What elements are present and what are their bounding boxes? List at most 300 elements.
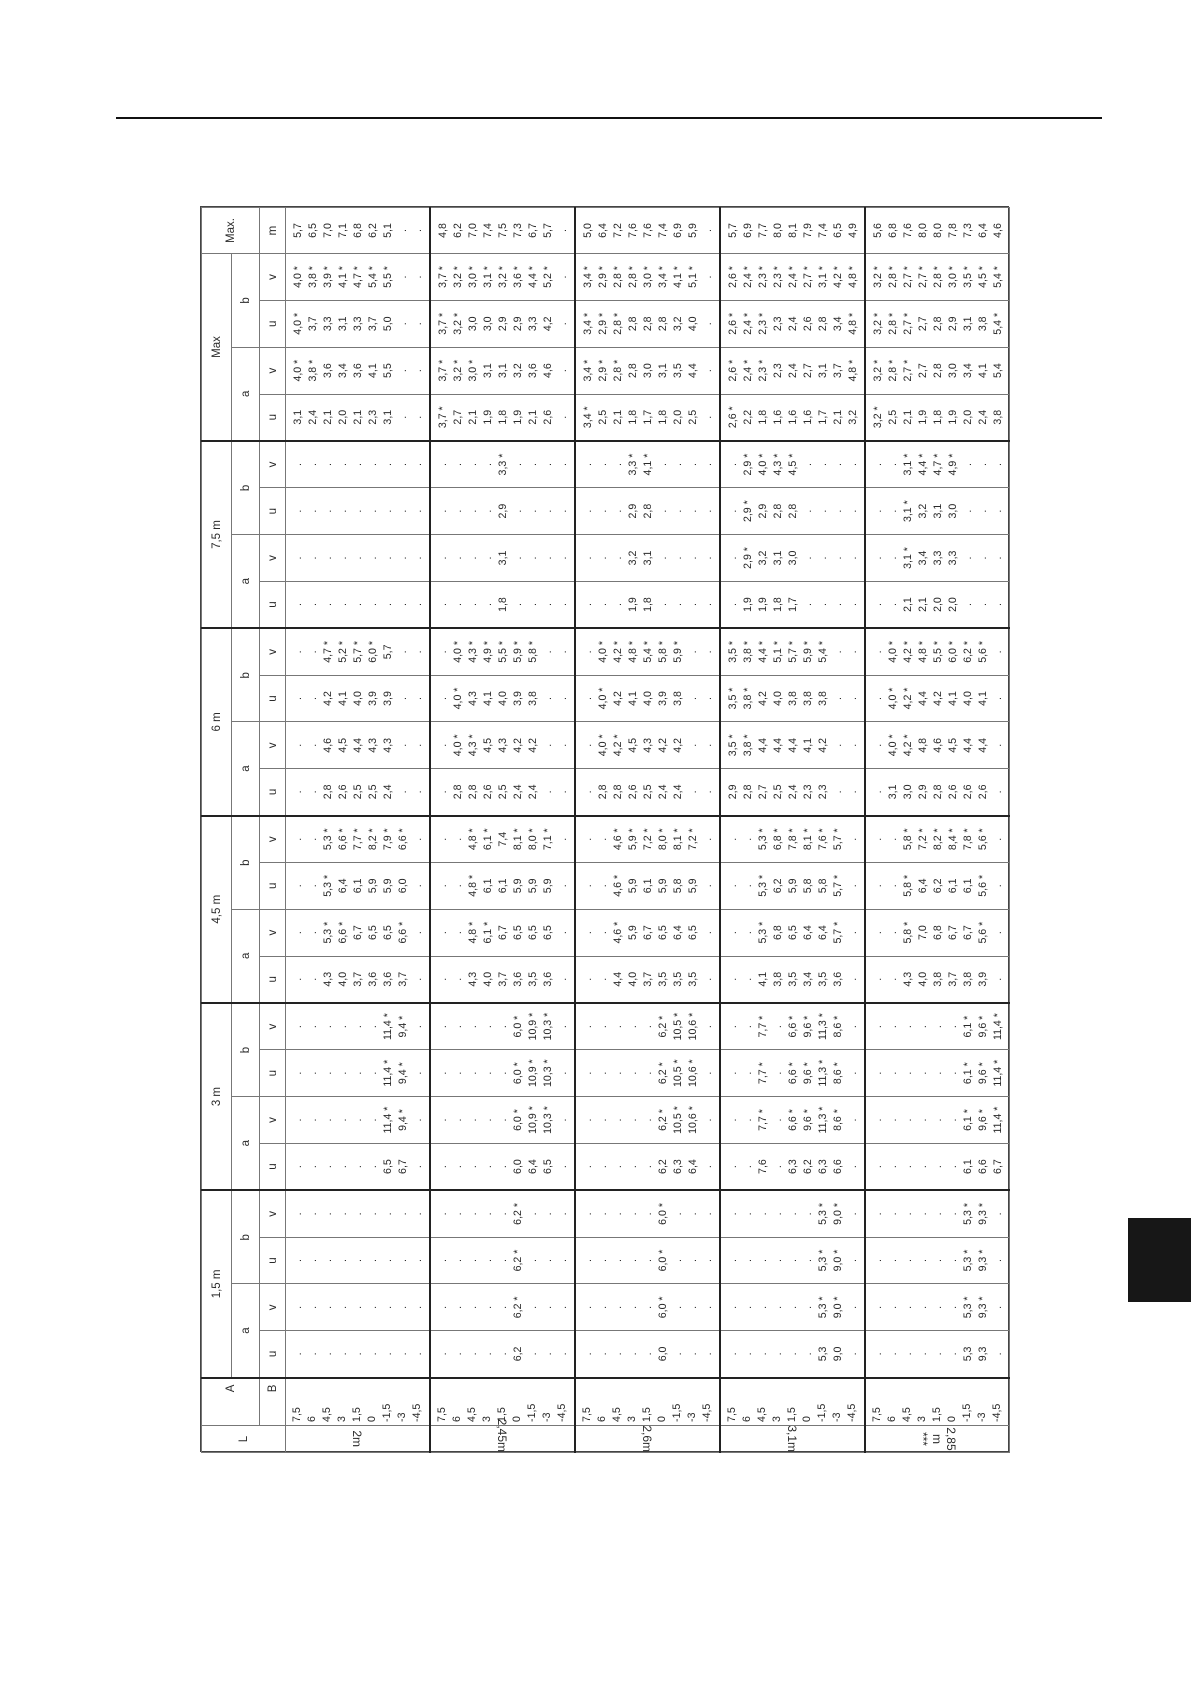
height-value: 4,5: [320, 1407, 333, 1422]
capacity-value: .: [321, 1118, 334, 1122]
capacity-column: [865, 300, 1010, 347]
capacity-value: 3,5: [686, 971, 699, 987]
uv-header: v: [260, 441, 286, 488]
capacity-value: 4,2: [511, 737, 524, 753]
capacity-value: 2,3: [816, 784, 829, 800]
capacity-value: 4,1: [976, 363, 989, 378]
capacity-value: 2,8 *: [611, 266, 624, 288]
capacity-column: [575, 1143, 720, 1190]
capacity-value: .: [336, 1259, 349, 1262]
capacity-value: .: [526, 556, 539, 560]
capacity-value: 3,4: [916, 550, 929, 566]
capacity-value: 2,9: [496, 503, 509, 519]
capacity-value: .: [541, 509, 554, 513]
capacity-value: 4,5: [626, 737, 639, 753]
capacity-value: 1,8: [496, 597, 509, 612]
boom-group-row: [865, 208, 1010, 1453]
capacity-value: .: [686, 603, 699, 607]
capacity-value: 3,5: [656, 971, 669, 987]
capacity-value: 5,6 *: [976, 874, 989, 897]
capacity-value: .: [626, 1025, 639, 1029]
capacity-value: 6,0 *: [511, 1062, 524, 1085]
capacity-value: .: [291, 884, 304, 888]
capacity-value: 5,7 *: [351, 641, 364, 663]
capacity-value: 5,0: [581, 223, 594, 238]
capacity-column: [575, 441, 720, 488]
capacity-value: .: [496, 1071, 509, 1075]
capacity-value: .: [596, 1165, 609, 1169]
capacity-value: .: [871, 837, 884, 841]
capacity-value: .: [871, 509, 884, 513]
capacity-value: .: [541, 743, 554, 747]
capacity-value: .: [411, 977, 424, 981]
capacity-value: .: [701, 369, 714, 373]
capacity-value: 2,7 *: [901, 266, 914, 288]
capacity-value: 3,7: [396, 971, 409, 987]
capacity-column: [430, 769, 575, 816]
capacity-value: 4,6: [541, 363, 554, 378]
capacity-value: .: [901, 1352, 914, 1356]
capacity-column: [430, 1331, 575, 1378]
capacity-value: 1,9: [916, 409, 929, 425]
capacity-value: 3,2 *: [871, 312, 884, 335]
capacity-value: 1,9: [626, 597, 639, 612]
capacity-value: 3,0: [466, 316, 479, 332]
capacity-value: .: [291, 697, 304, 700]
capacity-value: .: [931, 1259, 944, 1262]
capacity-column: [286, 1097, 430, 1144]
capacity-value: 11,4 *: [381, 1106, 394, 1134]
capacity-value: 6,2: [801, 1159, 814, 1174]
capacity-value: 7,9 *: [381, 828, 394, 851]
capacity-value: .: [411, 229, 424, 232]
capacity-column: [720, 535, 865, 582]
boom-length-label: [575, 1425, 720, 1452]
capacity-value: 3,1: [381, 409, 394, 425]
capacity-value: 5,5 *: [381, 266, 394, 288]
capacity-value: 1,7: [641, 409, 654, 425]
height-value: -3: [975, 1412, 988, 1422]
capacity-value: 6,0 *: [946, 641, 959, 663]
capacity-value: .: [541, 463, 554, 467]
capacity-value: .: [291, 743, 304, 747]
capacity-value: 3,4 *: [656, 266, 669, 288]
capacity-value: .: [596, 1305, 609, 1309]
capacity-value: .: [321, 1071, 334, 1075]
capacity-value: 3,2 *: [451, 359, 464, 382]
capacity-value: .: [581, 884, 594, 888]
capacity-value: .: [436, 1259, 449, 1262]
capacity-value: 5,4 *: [991, 312, 1004, 335]
capacity-column: [286, 1003, 430, 1050]
capacity-value: 3,6: [381, 971, 394, 987]
capacity-value: 5,9: [526, 878, 539, 894]
capacity-value: .: [886, 509, 899, 513]
capacity-value: .: [411, 1025, 424, 1029]
capacity-value: 4,1: [756, 971, 769, 987]
capacity-value: 4,3: [466, 971, 479, 987]
capacity-value: 2,7: [756, 784, 769, 800]
capacity-value: .: [961, 603, 974, 607]
boom-length-text: 2,85 m ***: [916, 1427, 959, 1451]
capacity-value: .: [466, 1259, 479, 1262]
capacity-value: .: [411, 369, 424, 373]
capacity-value: 5,3 *: [321, 921, 334, 944]
capacity-value: .: [801, 556, 814, 560]
capacity-value: 3,4 *: [581, 359, 594, 382]
capacity-value: 3,8 *: [306, 359, 319, 382]
capacity-value: 7,7: [756, 223, 769, 238]
capacity-column: [865, 581, 1010, 628]
capacity-column: [286, 254, 430, 301]
capacity-value: .: [451, 509, 464, 513]
capacity-value: 2,4: [656, 784, 669, 800]
capacity-value: 2,7: [916, 316, 929, 332]
capacity-column: [430, 1097, 575, 1144]
capacity-value: .: [741, 1352, 754, 1356]
capacity-value: .: [611, 1025, 624, 1029]
capacity-value: 3,7 *: [436, 359, 449, 382]
capacity-column: [286, 722, 430, 769]
capacity-value: 8,0 *: [526, 828, 539, 851]
capacity-value: .: [541, 1212, 554, 1216]
capacity-value: 4,5: [946, 737, 959, 753]
capacity-column: [720, 862, 865, 909]
capacity-value: .: [291, 1025, 304, 1029]
capacity-value: .: [396, 743, 409, 747]
capacity-value: 2,8: [641, 503, 654, 519]
capacity-value: .: [291, 1118, 304, 1122]
capacity-column: [575, 208, 720, 254]
capacity-value: .: [306, 931, 319, 935]
capacity-value: 4,2 *: [611, 734, 624, 757]
capacity-column: [720, 208, 865, 254]
capacity-value: .: [436, 1025, 449, 1029]
capacity-value: .: [726, 1305, 739, 1309]
capacity-value: .: [786, 1352, 799, 1356]
capacity-value: 3,5: [671, 971, 684, 987]
capacity-value: 4,1 *: [671, 266, 684, 288]
capacity-value: .: [411, 275, 424, 279]
capacity-value: .: [581, 509, 594, 513]
capacity-value: .: [351, 509, 364, 513]
capacity-value: .: [801, 603, 814, 607]
capacity-value: .: [306, 1025, 319, 1029]
capacity-value: 2,6 *: [726, 312, 739, 335]
capacity-value: 3,6: [366, 971, 379, 987]
capacity-value: .: [481, 556, 494, 560]
capacity-value: .: [726, 977, 739, 981]
capacity-value: 2,3 *: [771, 266, 784, 288]
capacity-value: 6,2: [451, 223, 464, 238]
capacity-value: .: [886, 977, 899, 981]
capacity-value: .: [411, 1305, 424, 1309]
capacity-value: 3,2 *: [496, 266, 509, 288]
capacity-value: 3,0: [901, 784, 914, 800]
capacity-value: 3,2: [626, 550, 639, 566]
capacity-value: 2,5: [351, 784, 364, 800]
capacity-value: 3,0 *: [466, 266, 479, 288]
capacity-column: [286, 535, 430, 582]
capacity-column: [575, 254, 720, 301]
uv-header: u: [260, 862, 286, 909]
capacity-value: 2,6 *: [726, 359, 739, 382]
capacity-value: .: [771, 1259, 784, 1262]
capacity-value: 6,4: [816, 925, 829, 941]
capacity-column: [865, 1003, 1010, 1050]
capacity-value: .: [656, 556, 669, 560]
uv-header: v: [260, 254, 286, 301]
capacity-column: [575, 488, 720, 535]
capacity-column: [430, 909, 575, 956]
capacity-column: [720, 581, 865, 628]
capacity-value: .: [801, 1305, 814, 1309]
capacity-value: .: [741, 884, 754, 888]
capacity-value: .: [496, 1025, 509, 1029]
capacity-value: 2,4: [381, 784, 394, 800]
capacity-value: 3,1: [961, 316, 974, 332]
capacity-value: 6,8: [351, 223, 364, 238]
capacity-value: 6,7: [946, 925, 959, 941]
radius-header: 7,5 m: [202, 441, 232, 628]
capacity-value: .: [481, 509, 494, 513]
capacity-value: .: [741, 1071, 754, 1075]
capacity-value: .: [366, 556, 379, 560]
capacity-value: 5,7: [726, 223, 739, 238]
capacity-value: 11,4 *: [991, 1059, 1004, 1087]
capacity-value: .: [726, 603, 739, 607]
capacity-value: .: [671, 1352, 684, 1356]
capacity-value: .: [306, 697, 319, 700]
capacity-value: 10,9 *: [526, 1106, 539, 1134]
capacity-value: 4,8: [916, 737, 929, 753]
ab-header: b: [232, 1003, 260, 1097]
capacity-value: 3,2: [846, 409, 859, 425]
capacity-value: .: [946, 1025, 959, 1029]
capacity-value: .: [801, 1352, 814, 1356]
capacity-value: .: [321, 509, 334, 513]
capacity-value: .: [686, 463, 699, 467]
capacity-value: 6,0 *: [511, 1109, 524, 1131]
capacity-value: 2,4: [671, 784, 684, 800]
uv-header: v: [260, 909, 286, 956]
capacity-value: 6,1: [351, 878, 364, 894]
capacity-value: .: [741, 1259, 754, 1262]
capacity-value: .: [771, 1118, 784, 1122]
capacity-value: .: [726, 931, 739, 935]
capacity-value: 5,4 *: [816, 641, 829, 663]
capacity-value: 5,6 *: [976, 828, 989, 851]
capacity-value: 4,2: [611, 691, 624, 706]
height-value: 7,5: [290, 1407, 303, 1422]
capacity-value: 1,7: [816, 409, 829, 425]
capacity-value: .: [726, 556, 739, 560]
capacity-value: .: [626, 1352, 639, 1356]
capacity-value: .: [641, 1071, 654, 1075]
boom-length-label: [430, 1418, 575, 1452]
capacity-column: [286, 394, 430, 441]
capacity-value: 9,6 *: [801, 1015, 814, 1038]
capacity-column: [430, 488, 575, 535]
capacity-value: .: [701, 556, 714, 560]
capacity-value: 4,0 *: [291, 312, 304, 335]
capacity-value: 2,8 *: [611, 359, 624, 382]
capacity-value: 7,2 *: [641, 828, 654, 851]
capacity-column: [865, 628, 1010, 675]
capacity-column: [286, 488, 430, 535]
capacity-value: .: [701, 1071, 714, 1075]
capacity-value: 6,6 *: [336, 921, 349, 944]
height-value: -4,5: [410, 1403, 423, 1422]
capacity-value: 10,5 *: [671, 1059, 684, 1088]
capacity-value: 4,7 *: [931, 453, 944, 476]
capacity-value: .: [686, 790, 699, 794]
capacity-value: 4,3: [366, 737, 379, 753]
capacity-value: .: [741, 1212, 754, 1216]
capacity-value: .: [771, 1071, 784, 1075]
capacity-value: .: [901, 1305, 914, 1309]
capacity-value: .: [871, 603, 884, 607]
capacity-value: .: [306, 1165, 319, 1169]
capacity-value: .: [701, 1118, 714, 1122]
capacity-value: 2,0: [961, 409, 974, 425]
capacity-value: 4,6: [991, 223, 1004, 238]
capacity-value: .: [701, 837, 714, 841]
capacity-value: .: [526, 509, 539, 513]
capacity-value: 2,4: [526, 784, 539, 800]
capacity-value: .: [556, 509, 569, 513]
capacity-column: [286, 1190, 430, 1237]
capacity-value: 5,8 *: [526, 641, 539, 663]
capacity-value: .: [411, 463, 424, 467]
capacity-value: 9,3 *: [976, 1203, 989, 1225]
capacity-value: 4,8 *: [846, 359, 859, 382]
height-value: 0: [655, 1416, 668, 1422]
capacity-value: .: [846, 1165, 859, 1169]
capacity-value: .: [496, 1305, 509, 1309]
capacity-value: .: [556, 1165, 569, 1169]
height-value: 6: [740, 1416, 753, 1422]
capacity-value: .: [701, 509, 714, 513]
capacity-value: .: [871, 1071, 884, 1075]
capacity-value: 2,5: [596, 409, 609, 425]
capacity-value: 6,1 *: [481, 828, 494, 851]
height-value: -3: [830, 1412, 843, 1422]
capacity-value: 7,4: [496, 831, 509, 847]
capacity-value: 6,3: [816, 1159, 829, 1174]
capacity-value: 1,8: [656, 409, 669, 425]
capacity-value: 4,0: [686, 316, 699, 332]
capacity-column: [865, 254, 1010, 301]
capacity-value: 7,8 *: [961, 828, 974, 851]
capacity-value: .: [686, 1352, 699, 1356]
capacity-value: .: [556, 556, 569, 560]
capacity-value: 4,2 *: [901, 734, 914, 757]
capacity-value: .: [596, 509, 609, 513]
capacity-value: 3,8: [671, 691, 684, 706]
height-value: 4,5: [900, 1407, 913, 1422]
capacity-column: [575, 1284, 720, 1331]
capacity-value: .: [846, 1305, 859, 1309]
uv-header: u: [260, 488, 286, 535]
capacity-value: 3,5 *: [726, 687, 739, 710]
capacity-value: .: [931, 1071, 944, 1075]
capacity-value: 4,2 *: [611, 641, 624, 663]
capacity-value: .: [801, 1212, 814, 1216]
capacity-value: .: [556, 1352, 569, 1356]
capacity-value: .: [931, 1305, 944, 1309]
capacity-value: .: [741, 1118, 754, 1122]
capacity-value: .: [581, 463, 594, 467]
capacity-value: 3,8: [526, 691, 539, 706]
capacity-value: 2,8: [466, 784, 479, 800]
capacity-value: .: [901, 1118, 914, 1122]
height-value: -1,5: [960, 1403, 973, 1422]
capacity-value: .: [756, 1259, 769, 1262]
capacity-value: .: [991, 509, 1004, 513]
capacity-value: 4,5: [336, 737, 349, 753]
capacity-value: 5,4: [991, 363, 1004, 378]
capacity-value: 10,3 *: [541, 1059, 554, 1088]
capacity-value: 6,2 *: [656, 1062, 669, 1085]
capacity-value: 4,5: [481, 737, 494, 753]
height-value: 7,5: [580, 1407, 593, 1422]
capacity-value: 8,1 *: [671, 828, 684, 851]
capacity-value: .: [701, 743, 714, 747]
capacity-value: 3,2: [511, 363, 524, 378]
capacity-value: 6,0: [656, 1346, 669, 1362]
header-rule: [116, 117, 1102, 119]
capacity-value: .: [436, 743, 449, 747]
ab-header: b: [232, 254, 260, 348]
capacity-value: .: [451, 463, 464, 467]
capacity-value: 4,2: [541, 316, 554, 332]
capacity-value: .: [396, 697, 409, 700]
capacity-value: 1,6: [786, 409, 799, 425]
capacity-value: .: [351, 1352, 364, 1356]
capacity-value: .: [581, 1118, 594, 1122]
capacity-value: 6,2 *: [656, 1015, 669, 1038]
capacity-value: 9,3 *: [976, 1249, 989, 1272]
capacity-value: .: [581, 743, 594, 747]
capacity-value: 2,1: [466, 409, 479, 425]
capacity-value: 4,0: [351, 691, 364, 706]
capacity-value: 6,1 *: [961, 1015, 974, 1038]
capacity-value: .: [611, 556, 624, 560]
capacity-value: 6,2 *: [511, 1203, 524, 1225]
capacity-value: .: [726, 1259, 739, 1262]
capacity-value: .: [991, 463, 1004, 467]
capacity-value: .: [846, 837, 859, 841]
capacity-value: .: [701, 1212, 714, 1216]
capacity-value: .: [701, 229, 714, 232]
capacity-value: 6,5: [656, 925, 669, 941]
capacity-value: .: [436, 790, 449, 794]
capacity-value: .: [901, 1165, 914, 1169]
capacity-value: 2,9 *: [596, 312, 609, 335]
uv-header: v: [260, 816, 286, 863]
capacity-value: 9,4 *: [396, 1015, 409, 1038]
capacity-value: 9,0 *: [831, 1249, 844, 1272]
capacity-value: .: [581, 1025, 594, 1029]
capacity-value: .: [871, 790, 884, 794]
capacity-value: .: [991, 650, 1004, 654]
capacity-value: .: [336, 1118, 349, 1122]
capacity-column: [430, 347, 575, 394]
capacity-value: 3,1: [931, 503, 944, 519]
capacity-column: [430, 535, 575, 582]
capacity-column: [286, 208, 430, 254]
